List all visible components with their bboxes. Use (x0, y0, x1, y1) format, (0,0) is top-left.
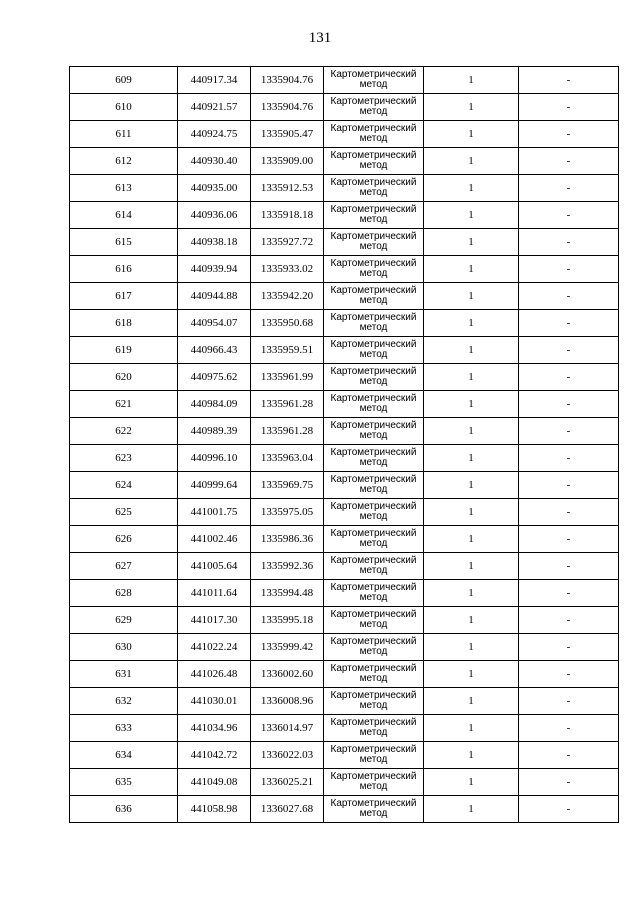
method-cell: Картометрический метод (324, 769, 424, 796)
accuracy-cell: 1 (424, 661, 519, 688)
method-cell: Картометрический метод (324, 634, 424, 661)
x-coordinate-cell: 440924.75 (178, 121, 251, 148)
table-row (70, 175, 619, 202)
y-coordinate-cell: 1335909.00 (251, 148, 324, 175)
note-cell: - (519, 526, 619, 553)
y-coordinate-cell: 1335995.18 (251, 607, 324, 634)
method-cell: Картометрический метод (324, 796, 424, 823)
note-cell: - (519, 607, 619, 634)
table-row (70, 445, 619, 472)
x-coordinate-cell: 440954.07 (178, 310, 251, 337)
method-cell: Картометрический метод (324, 256, 424, 283)
note-cell: - (519, 715, 619, 742)
y-coordinate-cell: 1336002.60 (251, 661, 324, 688)
method-cell: Картометрический метод (324, 418, 424, 445)
y-coordinate-cell: 1336027.68 (251, 796, 324, 823)
point-number-cell: 636 (70, 796, 178, 823)
point-number-cell: 627 (70, 553, 178, 580)
y-coordinate-cell: 1335904.76 (251, 67, 324, 94)
accuracy-cell: 1 (424, 229, 519, 256)
x-coordinate-cell: 440966.43 (178, 337, 251, 364)
accuracy-cell: 1 (424, 472, 519, 499)
point-number-cell: 626 (70, 526, 178, 553)
point-number-cell: 617 (70, 283, 178, 310)
method-cell: Картометрический метод (324, 202, 424, 229)
accuracy-cell: 1 (424, 418, 519, 445)
method-cell: Картометрический метод (324, 607, 424, 634)
x-coordinate-cell: 441058.98 (178, 796, 251, 823)
method-cell: Картометрический метод (324, 688, 424, 715)
accuracy-cell: 1 (424, 526, 519, 553)
x-coordinate-cell: 440930.40 (178, 148, 251, 175)
note-cell: - (519, 661, 619, 688)
table-row (70, 796, 619, 823)
note-cell: - (519, 94, 619, 121)
point-number-cell: 635 (70, 769, 178, 796)
table-row (70, 94, 619, 121)
point-number-cell: 631 (70, 661, 178, 688)
table-row (70, 499, 619, 526)
note-cell: - (519, 67, 619, 94)
point-number-cell: 629 (70, 607, 178, 634)
y-coordinate-cell: 1336022.03 (251, 742, 324, 769)
accuracy-cell: 1 (424, 94, 519, 121)
y-coordinate-cell: 1335959.51 (251, 337, 324, 364)
method-cell: Картометрический метод (324, 121, 424, 148)
table-row (70, 391, 619, 418)
point-number-cell: 623 (70, 445, 178, 472)
note-cell: - (519, 742, 619, 769)
note-cell: - (519, 256, 619, 283)
accuracy-cell: 1 (424, 67, 519, 94)
note-cell: - (519, 769, 619, 796)
point-number-cell: 610 (70, 94, 178, 121)
x-coordinate-cell: 441034.96 (178, 715, 251, 742)
accuracy-cell: 1 (424, 634, 519, 661)
point-number-cell: 618 (70, 310, 178, 337)
method-cell: Картометрический метод (324, 337, 424, 364)
note-cell: - (519, 229, 619, 256)
x-coordinate-cell: 441030.01 (178, 688, 251, 715)
point-number-cell: 628 (70, 580, 178, 607)
y-coordinate-cell: 1335950.68 (251, 310, 324, 337)
accuracy-cell: 1 (424, 121, 519, 148)
table-row (70, 148, 619, 175)
table-row (70, 229, 619, 256)
method-cell: Картометрический метод (324, 661, 424, 688)
point-number-cell: 622 (70, 418, 178, 445)
y-coordinate-cell: 1336025.21 (251, 769, 324, 796)
x-coordinate-cell: 440996.10 (178, 445, 251, 472)
y-coordinate-cell: 1335992.36 (251, 553, 324, 580)
point-number-cell: 612 (70, 148, 178, 175)
point-number-cell: 630 (70, 634, 178, 661)
point-number-cell: 613 (70, 175, 178, 202)
y-coordinate-cell: 1335933.02 (251, 256, 324, 283)
accuracy-cell: 1 (424, 283, 519, 310)
x-coordinate-cell: 440938.18 (178, 229, 251, 256)
x-coordinate-cell: 441042.72 (178, 742, 251, 769)
table-row (70, 121, 619, 148)
note-cell: - (519, 202, 619, 229)
table-row (70, 607, 619, 634)
method-cell: Картометрический метод (324, 391, 424, 418)
method-cell: Картометрический метод (324, 553, 424, 580)
accuracy-cell: 1 (424, 337, 519, 364)
y-coordinate-cell: 1336008.96 (251, 688, 324, 715)
table-row (70, 283, 619, 310)
point-number-cell: 615 (70, 229, 178, 256)
y-coordinate-cell: 1335918.18 (251, 202, 324, 229)
x-coordinate-cell: 441005.64 (178, 553, 251, 580)
method-cell: Картометрический метод (324, 499, 424, 526)
table-row (70, 715, 619, 742)
x-coordinate-cell: 441002.46 (178, 526, 251, 553)
table-row (70, 634, 619, 661)
point-number-cell: 614 (70, 202, 178, 229)
accuracy-cell: 1 (424, 553, 519, 580)
y-coordinate-cell: 1335961.28 (251, 418, 324, 445)
x-coordinate-cell: 441022.24 (178, 634, 251, 661)
table-row (70, 472, 619, 499)
y-coordinate-cell: 1335912.53 (251, 175, 324, 202)
x-coordinate-cell: 440921.57 (178, 94, 251, 121)
note-cell: - (519, 148, 619, 175)
method-cell: Картометрический метод (324, 94, 424, 121)
table-row (70, 364, 619, 391)
point-number-cell: 620 (70, 364, 178, 391)
note-cell: - (519, 310, 619, 337)
table-row (70, 337, 619, 364)
y-coordinate-cell: 1335961.28 (251, 391, 324, 418)
accuracy-cell: 1 (424, 688, 519, 715)
method-cell: Картометрический метод (324, 472, 424, 499)
point-number-cell: 619 (70, 337, 178, 364)
accuracy-cell: 1 (424, 202, 519, 229)
table-row (70, 580, 619, 607)
x-coordinate-cell: 440917.34 (178, 67, 251, 94)
point-number-cell: 632 (70, 688, 178, 715)
method-cell: Картометрический метод (324, 580, 424, 607)
y-coordinate-cell: 1335999.42 (251, 634, 324, 661)
accuracy-cell: 1 (424, 256, 519, 283)
y-coordinate-cell: 1335986.36 (251, 526, 324, 553)
note-cell: - (519, 364, 619, 391)
table-row (70, 256, 619, 283)
method-cell: Картометрический метод (324, 445, 424, 472)
point-number-cell: 624 (70, 472, 178, 499)
method-cell: Картометрический метод (324, 229, 424, 256)
accuracy-cell: 1 (424, 607, 519, 634)
note-cell: - (519, 580, 619, 607)
x-coordinate-cell: 441001.75 (178, 499, 251, 526)
y-coordinate-cell: 1335905.47 (251, 121, 324, 148)
note-cell: - (519, 391, 619, 418)
x-coordinate-cell: 441011.64 (178, 580, 251, 607)
x-coordinate-cell: 440944.88 (178, 283, 251, 310)
accuracy-cell: 1 (424, 391, 519, 418)
table-row (70, 661, 619, 688)
note-cell: - (519, 418, 619, 445)
note-cell: - (519, 175, 619, 202)
y-coordinate-cell: 1335994.48 (251, 580, 324, 607)
point-number-cell: 621 (70, 391, 178, 418)
y-coordinate-cell: 1335961.99 (251, 364, 324, 391)
method-cell: Картометрический метод (324, 148, 424, 175)
note-cell: - (519, 688, 619, 715)
note-cell: - (519, 499, 619, 526)
accuracy-cell: 1 (424, 364, 519, 391)
accuracy-cell: 1 (424, 769, 519, 796)
table-row (70, 67, 619, 94)
accuracy-cell: 1 (424, 580, 519, 607)
accuracy-cell: 1 (424, 445, 519, 472)
method-cell: Картометрический метод (324, 742, 424, 769)
x-coordinate-cell: 440999.64 (178, 472, 251, 499)
note-cell: - (519, 472, 619, 499)
note-cell: - (519, 553, 619, 580)
point-number-cell: 633 (70, 715, 178, 742)
x-coordinate-cell: 441049.08 (178, 769, 251, 796)
table-row (70, 418, 619, 445)
point-number-cell: 611 (70, 121, 178, 148)
y-coordinate-cell: 1335975.05 (251, 499, 324, 526)
method-cell: Картометрический метод (324, 67, 424, 94)
table-row (70, 202, 619, 229)
table-row (70, 688, 619, 715)
coordinates-table (69, 66, 619, 823)
method-cell: Картометрический метод (324, 526, 424, 553)
note-cell: - (519, 337, 619, 364)
y-coordinate-cell: 1336014.97 (251, 715, 324, 742)
x-coordinate-cell: 440975.62 (178, 364, 251, 391)
table-row (70, 310, 619, 337)
x-coordinate-cell: 441026.48 (178, 661, 251, 688)
x-coordinate-cell: 440984.09 (178, 391, 251, 418)
point-number-cell: 634 (70, 742, 178, 769)
y-coordinate-cell: 1335969.75 (251, 472, 324, 499)
accuracy-cell: 1 (424, 796, 519, 823)
method-cell: Картометрический метод (324, 175, 424, 202)
note-cell: - (519, 796, 619, 823)
accuracy-cell: 1 (424, 175, 519, 202)
y-coordinate-cell: 1335927.72 (251, 229, 324, 256)
x-coordinate-cell: 440935.00 (178, 175, 251, 202)
accuracy-cell: 1 (424, 148, 519, 175)
method-cell: Картометрический метод (324, 283, 424, 310)
y-coordinate-cell: 1335963.04 (251, 445, 324, 472)
point-number-cell: 616 (70, 256, 178, 283)
note-cell: - (519, 283, 619, 310)
accuracy-cell: 1 (424, 715, 519, 742)
note-cell: - (519, 121, 619, 148)
page-number: 131 (308, 30, 332, 46)
note-cell: - (519, 634, 619, 661)
table-row (70, 526, 619, 553)
table-body (70, 67, 619, 823)
y-coordinate-cell: 1335904.76 (251, 94, 324, 121)
accuracy-cell: 1 (424, 310, 519, 337)
note-cell: - (519, 445, 619, 472)
method-cell: Картометрический метод (324, 310, 424, 337)
method-cell: Картометрический метод (324, 715, 424, 742)
table-row (70, 742, 619, 769)
point-number-cell: 609 (70, 67, 178, 94)
table-row (70, 769, 619, 796)
point-number-cell: 625 (70, 499, 178, 526)
x-coordinate-cell: 440989.39 (178, 418, 251, 445)
y-coordinate-cell: 1335942.20 (251, 283, 324, 310)
method-cell: Картометрический метод (324, 364, 424, 391)
accuracy-cell: 1 (424, 742, 519, 769)
x-coordinate-cell: 441017.30 (178, 607, 251, 634)
x-coordinate-cell: 440939.94 (178, 256, 251, 283)
table-row (70, 553, 619, 580)
x-coordinate-cell: 440936.06 (178, 202, 251, 229)
accuracy-cell: 1 (424, 499, 519, 526)
